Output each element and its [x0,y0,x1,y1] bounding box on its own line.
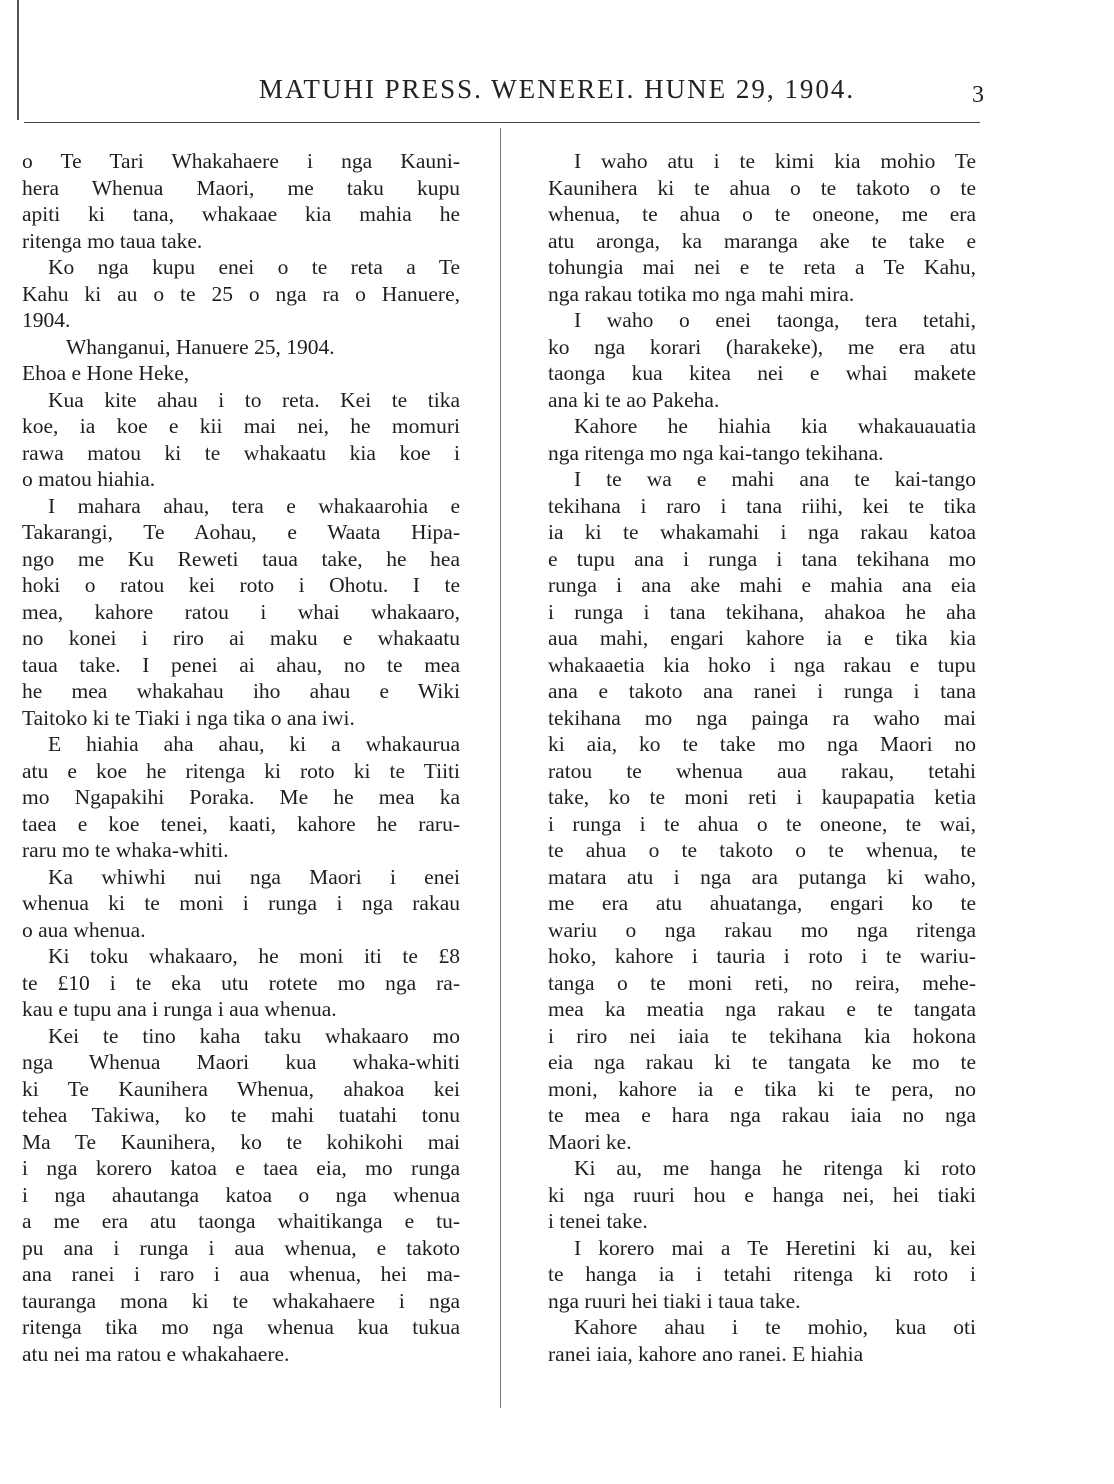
text-line: whenua, te ahua o te oneone, me era [548,202,976,226]
text-line: Maori ke. [548,1129,632,1154]
text-line: taua take. I penei ai ahau, no te mea [22,652,460,677]
text-line: ritenga mo taua take. [22,228,203,253]
text-line: mea ka meatia nga rakau e te tangata [548,997,976,1021]
text-line: Kahore ahau i te mohio, kua oti [574,1315,976,1339]
text-line: i runga i te ahua o te oneone, te wai, [548,811,976,836]
text-line: atu nei ma ratou e whakahaere. [22,1341,290,1366]
text-line: atu e koe he ritenga ki roto ki te Tiiti [22,758,460,783]
text-line: he mea whakahau iho ahau e Wiki [22,679,460,703]
text-line: mea, kahore ratou i whai whakaaro, [22,599,460,624]
masthead-title: MATUHI PRESS. WENEREI. HUNE 29, 1904. [258,74,856,104]
text-line: Ki toku whakaaro, he moni iti te £8 [48,944,460,968]
page-header [0,74,1114,114]
text-line: pu ana i runga i aua whenua, e takoto [22,1235,460,1260]
text-line: apiti ki tana, whakaae kia mahia he [22,202,460,226]
text-line: ki aia, ko te take mo nga Maori no [548,732,976,756]
text-line: Ka whiwhi nui nga Maori i enei [48,864,460,889]
text-line: koe, ia koe e kii mai nei, he momuri [22,414,460,438]
text-line: Ko nga kupu enei o te reta a Te [48,255,460,279]
text-line: wariu o nga rakau mo nga ritenga [548,917,976,942]
column-divider [500,128,501,1408]
text-line: tauranga mona ki te whakahaere i nga [22,1288,460,1313]
text-line: me era atu ahuatanga, engari ko te [548,891,976,915]
text-line: nga rakau totika mo nga mahi mira. [548,281,855,306]
text-line: Ki au, me hanga he ritenga ki roto [574,1156,976,1180]
page-number: 3 [972,82,984,108]
text-line: te mea e hara nga rakau iaia no nga [548,1103,976,1127]
text-line: aua mahi, engari kahore ia e tika kia [548,626,976,650]
text-line: ana e takoto ana ranei i runga i tana [548,679,976,703]
text-line: Whanganui, Hanuere 25, 1904. [66,334,335,359]
text-line: nga ritenga mo nga kai-tango tekihana. [548,440,884,465]
text-line: ana ki te ao Pakeha. [548,387,720,412]
text-line: taea e koe tenei, kaati, kahore he raru- [22,811,460,836]
text-line: matara atu i nga ara putanga ki waho, [548,864,976,889]
text-line: nga ruuri hei tiaki i taua take. [548,1288,801,1313]
text-line: Kei te tino kaha taku whakaaro mo [48,1023,460,1048]
text-line: tanga o te moni reti, no reira, mehe- [548,970,976,995]
text-line: ratou te whenua aua rakau, tetahi [548,758,976,783]
text-line: e tupu ana i runga i tana tekihana mo [548,546,976,571]
text-line: hera Whenua Maori, me taku kupu [22,175,460,200]
text-line: moni, kahore ia e tika ki te pera, no [548,1076,976,1101]
text-line: ana ranei i raro i aua whenua, hei ma- [22,1262,460,1286]
text-line: ranei iaia, kahore ano ranei. E hiahia [548,1341,864,1366]
text-line: i tenei take. [548,1209,648,1233]
text-line: ngo me Ku Reweti taua take, he hea [22,546,460,571]
text-line: tehea Takiwa, ko te mahi tuatahi tonu [22,1103,460,1127]
text-line: Takarangi, Te Aohau, e Waata Hipa- [22,520,460,544]
text-line: whakaaetia kia hoko i nga rakau e tupu [548,652,976,677]
text-line: E hiahia aha ahau, ki a whakaurua [48,732,460,756]
text-line: ki Te Kaunihera Whenua, ahakoa kei [22,1076,460,1101]
header-rule [24,122,980,123]
text-line: Kua kite ahau i to reta. Kei te tika [48,387,460,412]
text-line: ia ki te whakamahi i nga rakau katoa [548,520,976,544]
text-line: te ahua o te takoto o te whenua, te [548,838,976,862]
text-line: kau e tupu ana i runga i aua whenua. [22,997,337,1021]
text-line: tekihana mo nga painga ra waho mai [548,705,976,730]
text-line: mo Ngapakihi Poraka. Me he mea ka [22,785,460,809]
text-line: Ma Te Kaunihera, ko te kohikohi mai [22,1129,460,1154]
text-line: a me era atu taonga whaitikanga e tu- [22,1209,460,1233]
text-line: I korero mai a Te Heretini ki au, kei [574,1235,976,1260]
text-line: whenua ki te moni i runga i nga rakau [22,891,460,915]
left-column [22,148,460,1367]
text-line: Ehoa e Hone Heke, [22,361,190,385]
text-line: Kahu ki au o te 25 o nga ra o Hanuere, [22,281,460,306]
text-line: i riro nei iaia te tekihana kia hokona [548,1023,976,1048]
text-line: Kaunihera ki te ahua o te takoto o te [548,175,976,200]
text-line: I waho atu i te kimi kia mohio Te [574,149,976,173]
text-line: o Te Tari Whakahaere i nga Kauni- [22,149,460,173]
text-line: I mahara ahau, tera e whakaarohia e [48,493,460,518]
text-line: raru mo te whaka-whiti. [22,838,229,862]
text-line: take, ko te moni reti i kaupapatia ketia [548,785,976,809]
text-line: ko nga korari (harakeke), me era atu [548,334,976,359]
text-line: Kahore he hiahia kia whakauauatia [574,414,976,438]
right-column [548,148,976,1367]
text-line: nga Whenua Maori kua whaka-whiti [22,1050,460,1074]
text-line: eia nga rakau ki te tangata ke mo te [548,1050,976,1074]
text-line: o matou hiahia. [22,467,156,491]
text-line: taonga kua kitea nei e whai makete [548,361,976,385]
text-line: 1904. [22,308,71,332]
text-line: i nga ahautanga katoa o nga whenua [22,1182,460,1207]
text-line: runga i ana ake mahi e mahia ana eia [548,573,976,597]
text-line: i runga i tana tekihana, ahakoa he aha [548,599,976,624]
text-line: hoki o ratou kei roto i Ohotu. I te [22,573,460,597]
text-line: te £10 i te eka utu rotete mo nga ra- [22,970,460,995]
text-line: o aua whenua. [22,917,146,942]
text-line: tohungia mai nei e te reta a Te Kahu, [548,255,976,279]
text-line: tekihana i raro i tana riihi, kei te tika [548,493,976,518]
text-line: te hanga ia i tetahi ritenga ki roto i [548,1262,976,1286]
text-line: Taitoko ki te Tiaki i nga tika o ana iwi. [22,705,355,730]
text-line: ritenga tika mo nga whenua kua tukua [22,1315,460,1339]
text-line: I waho o enei taonga, tera tetahi, [574,308,976,332]
text-line: ki nga ruuri hou e hanga nei, hei tiaki [548,1182,976,1207]
text-line: I te wa e mahi ana te kai-tango [574,467,976,491]
text-line: i nga korero katoa e taea eia, mo runga [22,1156,460,1180]
text-line: rawa matou ki te whakaatu kia koe i [22,440,460,465]
text-line: atu aronga, ka maranga ake te take e [548,228,976,253]
text-line: no konei i riro ai maku e whakaatu [22,626,460,650]
text-line: hoko, kahore i tauria i roto i te wariu- [548,944,976,968]
